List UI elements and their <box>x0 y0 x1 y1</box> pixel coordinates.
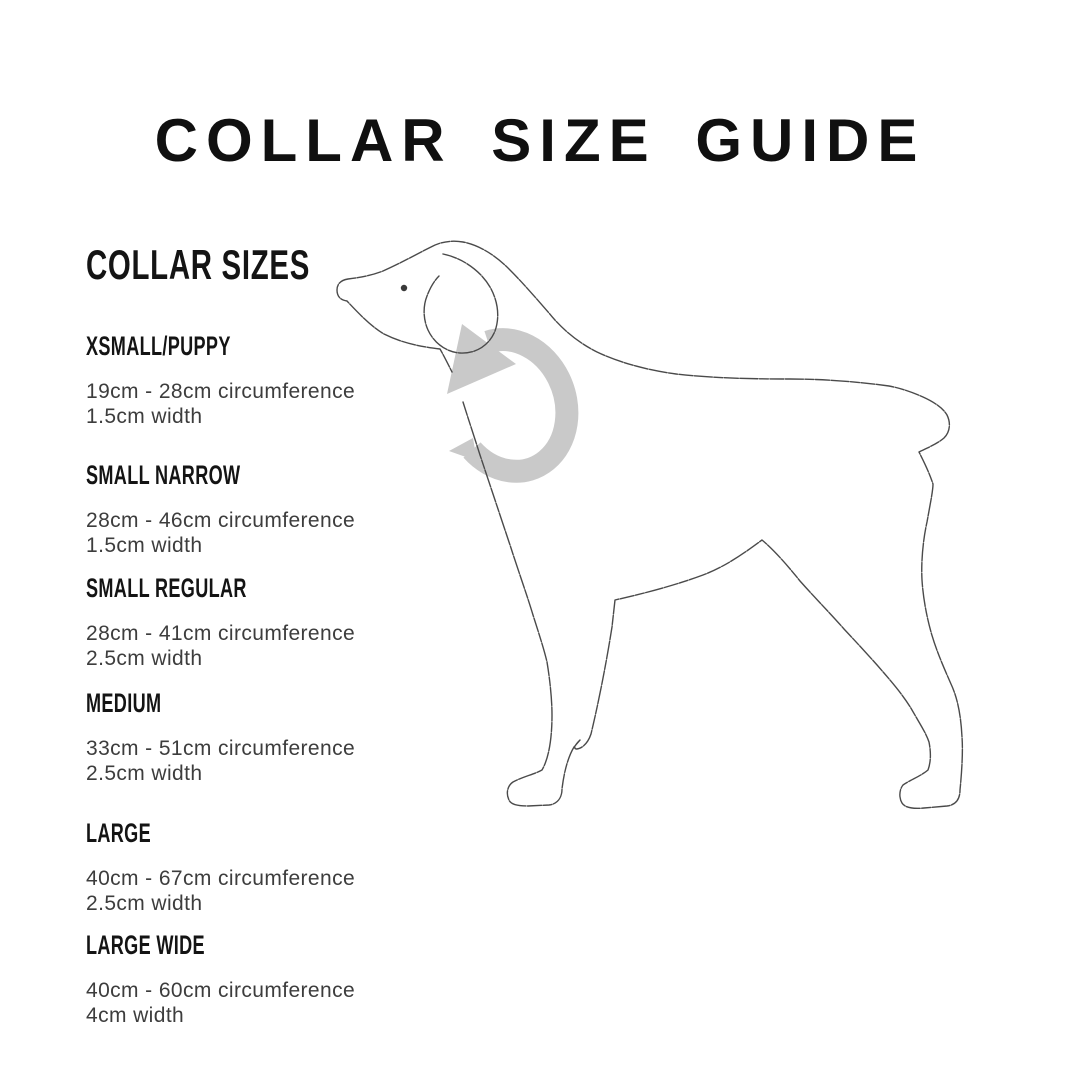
size-section-large-wide <box>86 931 416 1028</box>
size-name: LARGE <box>86 818 151 848</box>
size-name: SMALL NARROW <box>86 460 241 490</box>
size-name: XSMALL/PUPPY <box>86 331 231 361</box>
size-width: 2.5cm width <box>86 892 203 915</box>
size-circumference: 19cm - 28cm circumference <box>86 380 356 403</box>
measure-arrow-tail <box>449 438 477 461</box>
size-circumference: 40cm - 67cm circumference <box>86 867 356 890</box>
size-circumference: 28cm - 41cm circumference <box>86 622 356 645</box>
size-circumference: 40cm - 60cm circumference <box>86 979 356 1002</box>
dog-eye-dot <box>401 285 407 291</box>
dog-sketch-svg <box>325 222 1005 832</box>
size-width: 2.5cm width <box>86 647 203 670</box>
dog-outline <box>337 241 962 808</box>
size-circumference: 33cm - 51cm circumference <box>86 737 356 760</box>
size-section-large <box>86 819 416 916</box>
size-width: 2.5cm width <box>86 762 203 785</box>
size-name: MEDIUM <box>86 688 162 718</box>
dog-illustration <box>325 222 1005 832</box>
page-title: COLLAR SIZE GUIDE <box>154 107 926 175</box>
measure-loop-arrow-icon <box>447 324 567 471</box>
size-width: 1.5cm width <box>86 534 203 557</box>
size-name: LARGE WIDE <box>86 930 205 960</box>
size-width: 4cm width <box>86 1004 185 1027</box>
size-name: SMALL REGULAR <box>86 573 247 603</box>
size-circumference: 28cm - 46cm circumference <box>86 509 356 532</box>
collar-sizes-heading-text: COLLAR SIZES <box>86 241 311 288</box>
size-width: 1.5cm width <box>86 405 203 428</box>
